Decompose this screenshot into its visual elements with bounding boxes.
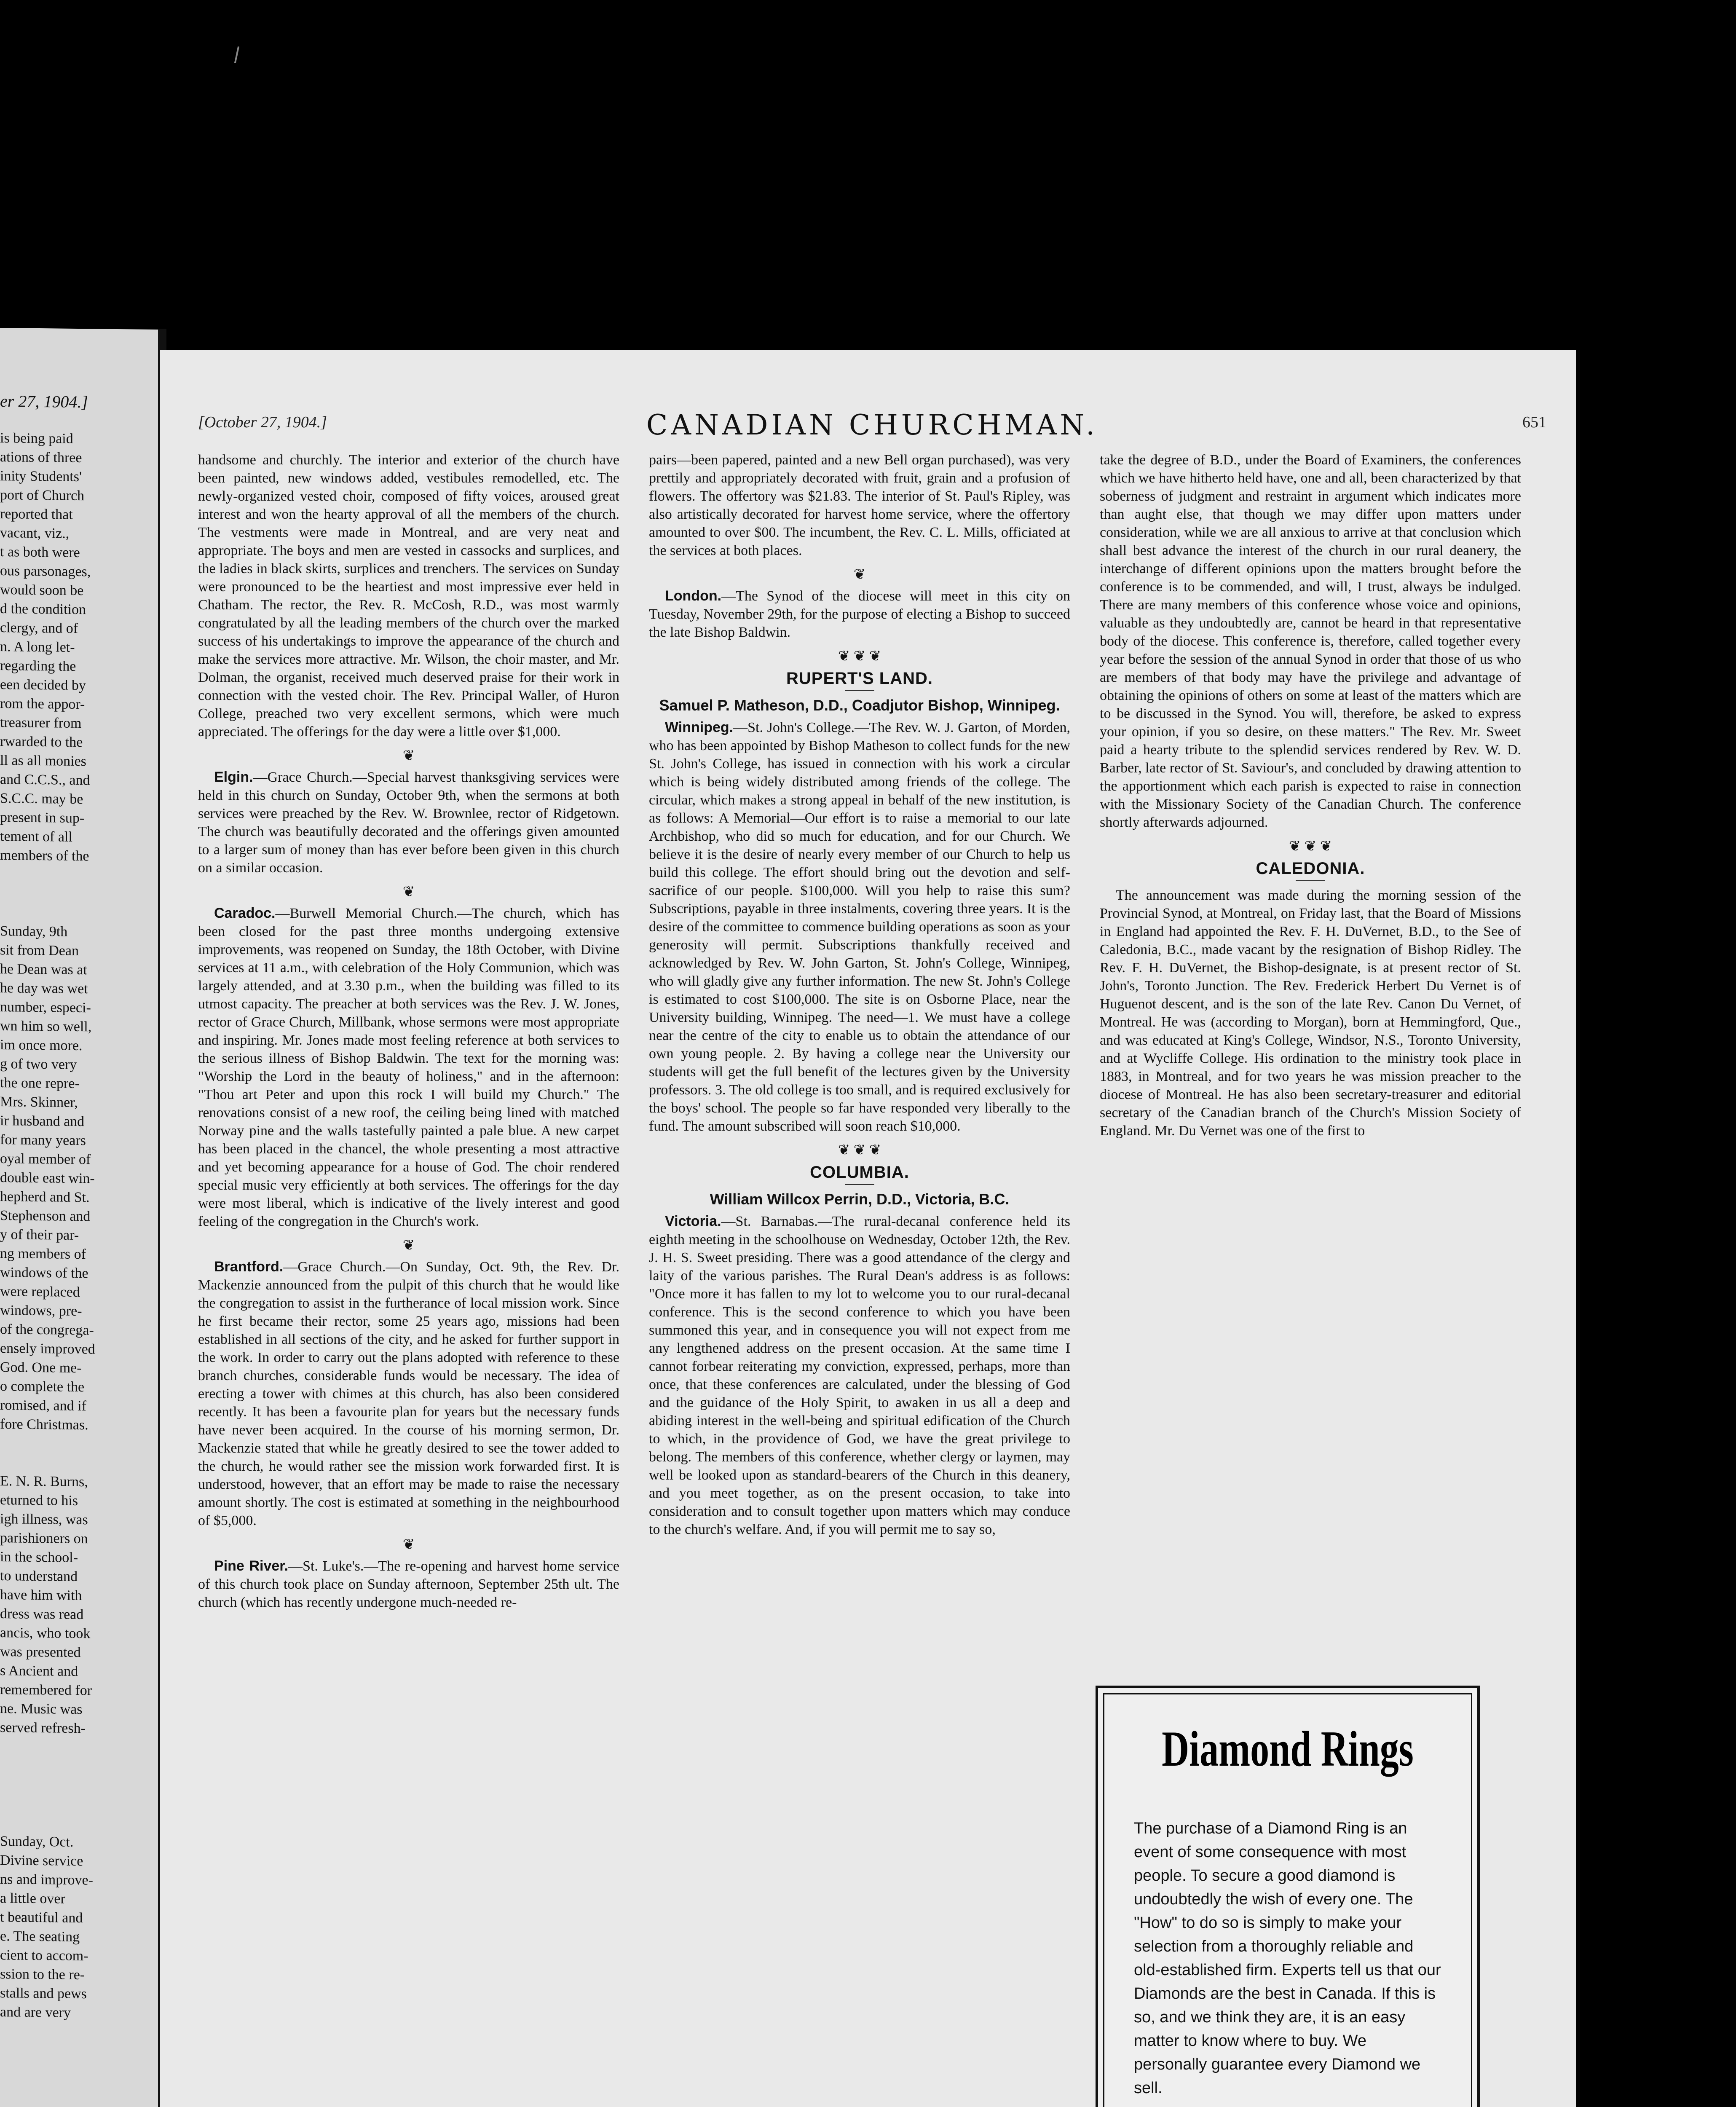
left-page-line: windows of the (0, 1265, 88, 1281)
left-page-line: vacant, viz., (0, 525, 70, 541)
left-page-fragment (0, 328, 158, 2107)
left-page-line: rwarded to the (0, 734, 83, 751)
article-paragraph (198, 904, 619, 1230)
issue-date: [October 27, 1904.] (198, 413, 327, 431)
left-page-line: d the condition (0, 601, 86, 618)
left-page-line (0, 1756, 155, 1758)
place-heading: Caradoc. (214, 905, 276, 921)
article-paragraph (198, 1557, 619, 1611)
left-page-line: the one repre- (0, 1075, 80, 1092)
left-page-line: ancis, who took (0, 1625, 91, 1642)
left-page-line: ns and improve- (0, 1871, 93, 1888)
left-page-line: a little over (0, 1890, 65, 1907)
paragraph-text: handsome and churchly. The interior and exterior of the church have been painted, new windows added, vestibules remodelled, etc. The newly-organized vested choir, composed of fifty voices, aroused great interest and won the hearty approval of all the members of the church. The vestments were made in Montreal, and are very neat and appropriate. The boys and men are vested in cassocks and surplices, and the ladies in black skirts, surplices and trenchers. The services on Sunday were pronounced to be the heartiest and most impressive ever held in Chatham. The rector, the Rev. R. McCosh, R.D., was most warmly congratulated by all the leading members of the church over the marked success of his undertakings to improve the appearance of the church and make the services more attractive. Mr. Wilson, the choir master, and Mr. Dolman, the organist, received much deserved praise for their work in connection with the vested choir. The Rev. Principal Waller, of Huron College, preached two very excellent sermons, which were much appreciated. The offerings for the day were a little over $1,000. (198, 452, 619, 740)
left-page-line: in the school- (0, 1549, 78, 1566)
left-page-line: parishioners on (0, 1530, 88, 1547)
left-page-line: windows, pre- (0, 1303, 82, 1319)
paragraph-text: pairs—been papered, painted and a new Bell organ purchased), was very prettily and appropriately decorated with fruit, grain and a profusion of flowers. The offertory was $21.83. The interior of St. Paul's Ripley, was also artistically decorated for harvest home service, where the offertory amounted to over $00. The incumbent, the Rev. C. L. Mills, officiated at the services at both places. (649, 452, 1070, 558)
left-page-line: fore Christmas. (0, 1416, 88, 1433)
paragraph-text: —St. John's College.—The Rev. W. J. Garton, of Morden, who has been appointed by Bishop Matheson to collect funds for the new St. John's College, has issued in connection with his work a circular which is being widely distributed among friends of the college. The circular, which makes a strong appeal in behalf of the new institution, is as follows: A Memorial—Our effort is to raise a memorial to our late Archbishop, who did so much for education, and for our Church. We believe it is the desire of nearly every member of our Church to help us build this college. The effort should bring out the devotion and self-sacrifice of our people. $100,000. Will you help to raise this sum? Subscriptions, payable in three instalments, covering three years. It is the desire of the committee to commence building operations as soon as your generosity will permit. Subscriptions thankfully received and acknowledged by Rev. W. John Garton, St. John's College, Winnipeg, who will gladly give any further information. The new St. John's College is estimated to cost $100,000. The site is on Osborne Place, near the University building, Winnipeg. The need—1. We must have a college near the centre of the city to enable us to obtain the attendance of our own young people. 2. By having a college near the University our students will get the full benefit of the lectures given by the University professors. 3. The old college is too small, and is required exclusively for the boys' school. The people so far have responded very liberally to the fund. The amount subscribed will soon reach $10,000. (649, 720, 1070, 1134)
left-page-line: number, especi- (0, 999, 91, 1016)
left-page-line: hepherd and St. (0, 1189, 90, 1206)
place-heading: Pine River. (214, 1558, 289, 1574)
article-paragraph (649, 718, 1070, 1135)
column-1 (198, 451, 619, 1617)
article-paragraph (1100, 886, 1521, 1140)
left-page-line: and C.C.S., and (0, 772, 90, 788)
left-page-line: present in sup- (0, 810, 85, 826)
left-page-line (0, 903, 155, 905)
paragraph-text: —St. Barnabas.—The rural-decanal conference held its eighth meeting in the schoolhouse on Wednesday, October 12th, the Rev. J. H. S. Sweet presiding. There was a good attendance of the clergy and laity of the various parishes. The Rural Dean's address is as follows: "Once more it has fallen to my lot to welcome you to our rural-decanal conference. This is the second conference to which you have been summoned this year, and in consequence you will not expect from me any lengthened address on the present occasion. At the same time I cannot forbear reiterating my conviction, expressed, perhaps, more than once, that these conferences are calculated, under the blessing of God and the guidance of the Holy Spirit, to awaken in us all a deep and abiding interest in the well-being and spiritual edification of the Church to which, in the providence of God, we have the great privilege to belong. The members of this conference, whether clergy or laymen, may well be looked upon as standard-bearers of the Church in this deanery, and you meet together, as on the present occasion, to take into consideration and to consult together upon matters which may conduce to the church's welfare. And, if you will permit me to say so, (649, 1214, 1070, 1537)
paragraph-text: take the degree of B.D., under the Board of Examiners, the conferences which we have hitherto held have, one and all, been characterized by that soberness of judgment and restraint in argument which indicates more than aught else, that though we may differ upon matters under consideration, while we are all anxious to arrive at that conclusion which shall best advance the interest of the church in our rural deanery, the interchange of different opinions upon the matters brought before the conference is to be commended, and will, I trust, always be indulged. There are many members of this conference whose voice and opinions, valuable as they undoubtedly are, cannot be heard in that representative body of the diocese. This conference is, therefore, called together every year before the session of the annual Synod in order that those of us who are members of that body may have the privilege and advantage of obtaining the opinions of others on some at least of the matters which are to be discussed in the Synod. You will, therefore, be asked to express your opinion, if you so desire, on these matters." The Rev. Mr. Sweet paid a hearty tribute to the splendid services rendered by Rev. W. D. Barber, late rector of St. Saviour's, and concluded by drawing attention to the apportionment which each parish is expected to raise in connection with the Missionary Society of the Canadian Church. The conference shortly afterwards adjourned. (1100, 452, 1521, 830)
left-page-line: igh illness, was (0, 1511, 88, 1528)
left-page-line: ations of three (0, 449, 82, 466)
left-page-header: er 27, 1904.] (0, 391, 88, 412)
paragraph-text: —Grace Church.—On Sunday, Oct. 9th, the Rev. Dr. Mackenzie announced from the pulpit of this church that he would like the congregation to assist in the furtherance of local mission work. Since he first became their rector, some 25 years ago, missions had been established in all sections of the city, and he asked for further support in the work. In order to carry out the plans adopted with reference to these branch churches, considerable funds would be necessary. The idea of erecting a tower with chimes at this church, has also been considered recently. It has been a favourite plan for years but the necessary funds have never been acquired. In the course of his morning sermon, Dr. Mackenzie stated that while he greatly desired to see the tower added to the church, he would rather see the mission work forwarded first. It is understood, however, that an effort may be made to raise the necessary amount shortly. The cost is estimated at something in the neighbourhood of $5,000. (198, 1259, 619, 1528)
left-page-line: inity Students' (0, 468, 82, 485)
left-page-line: ll as all monies (0, 753, 86, 769)
bishop-subheading: Samuel P. Matheson, D.D., Coadjutor Bishop, Winnipeg. (659, 697, 1060, 714)
left-page-line: of the congrega- (0, 1322, 94, 1338)
left-page-line: im once more. (0, 1037, 83, 1054)
left-page-line: double east win- (0, 1170, 95, 1187)
left-page-line: n. A long let- (0, 639, 75, 655)
left-page-line: s Ancient and (0, 1663, 78, 1679)
left-page-line: regarding the (0, 658, 76, 674)
left-page-line: port of Church (0, 487, 85, 504)
left-page-line: were replaced (0, 1284, 80, 1300)
left-page-line: o complete the (0, 1378, 85, 1395)
left-page-line: e. The seating (0, 1928, 80, 1945)
left-page-line: t beautiful and (0, 1909, 83, 1926)
paragraph-text: —Grace Church.—Special harvest thanksgiving services were held in this church on Sunday, October 9th, when the sermons at both services were preached by the Rev. W. Brownlee, rector of Ridgetown. The church was beautifully decorated and the offerings given amounted to a larger sum of money than has ever before been given in this church on a similar occasion. (198, 769, 619, 876)
article-paragraph (198, 768, 619, 877)
left-page-line: dress was read (0, 1606, 84, 1623)
place-heading: Elgin. (214, 769, 253, 785)
left-page-line (0, 1794, 155, 1796)
article-paragraph (649, 587, 1070, 641)
left-page-line: Sunday, 9th (0, 923, 68, 940)
left-page-line: clergy, and of (0, 620, 78, 636)
left-page-line: is being paid (0, 430, 73, 447)
left-page-line: cient to accom- (0, 1947, 88, 1964)
heading-rule (845, 1184, 874, 1185)
left-page-line: stalls and pews (0, 1985, 87, 2002)
left-page-line (0, 1775, 155, 1777)
diocese-heading: RUPERT'S LAND. (786, 669, 933, 688)
left-page-line: ensely improved (0, 1340, 95, 1357)
left-page-line: ng members of (0, 1246, 86, 1263)
ad-inner-border (1103, 1693, 1472, 2107)
left-page-line: reported that (0, 506, 73, 523)
article-paragraph (649, 1212, 1070, 1539)
left-page-line: would soon be (0, 582, 84, 599)
left-page-line: remembered for (0, 1682, 92, 1699)
newspaper-page (160, 350, 1576, 2107)
left-page-line: to understand (0, 1568, 78, 1584)
paragraph-text: —The Synod of the diocese will meet in this city on Tuesday, November 29th, for the purpose of electing a Bishop to succeed the late Bishop Baldwin. (649, 588, 1070, 640)
masthead-title: CANADIAN CHURCHMAN. (646, 409, 1098, 441)
article-paragraph (198, 451, 619, 741)
place-heading: Brantford. (214, 1259, 284, 1275)
scan-mark (234, 46, 239, 63)
place-heading: Winnipeg. (665, 719, 734, 735)
column-3 (1100, 451, 1521, 1146)
diamond-rings-advertisement (1096, 1686, 1480, 2107)
left-page-line: oyal member of (0, 1151, 91, 1168)
heading-rule (845, 690, 874, 691)
paragraph-text: The announcement was made during the morning session of the Provincial Synod, at Montreal, on Friday last, that the Board of Missions in England had appointed the Rev. F. H. DuVernet, B.D., to the See of Caledonia, B.C., made vacant by the resignation of Bishop Ridley. The Rev. F. H. DuVernet, the Bishop-designate, is at present rector of St. John's, Toronto Junction. The Rev. Frederick Herbert Du Vernet is of Huguenot descent, and is the son of the late Rev. Canon Du Vernet, of Montreal. He was (according to Morgan), born at Hemmingford, Que., and was educated at King's College, Windsor, N.S., Toronto University, and at Wycliffe College. His ordination to the ministry took place in 1883, in Montreal, and for two years he was mission preacher to the diocese of Montreal. He has also been secretary-treasurer and editorial secretary of the Canadian branch of the Church's Mission Society of England. Mr. Du Vernet was one of the first to (1100, 887, 1521, 1139)
left-page-line: ous parsonages, (0, 563, 91, 580)
place-heading: London. (665, 588, 722, 604)
ad-headline: Diamond Rings (1162, 1721, 1414, 1777)
heading-rule (1296, 880, 1325, 881)
left-page-line: rom the appor- (0, 696, 85, 713)
left-page-line: and are very (0, 2004, 71, 2021)
left-page-line: he Dean was at (0, 961, 87, 978)
left-page-line: t as both were (0, 544, 80, 561)
page-header (198, 409, 1546, 442)
left-page-line: y of their par- (0, 1227, 79, 1243)
left-page-line: he day was wet (0, 980, 88, 997)
section-ornament: ❦ (402, 1537, 415, 1552)
section-ornament: ❦ ❦ ❦ (838, 1142, 881, 1158)
paragraph-text: —St. Luke's.—The re-opening and harvest home service of this church took place on Sunday afternoon, September 25th ult. The church (which has recently undergone much-needed re- (198, 1558, 619, 1610)
left-page-line: wn him so well, (0, 1018, 92, 1035)
left-page-line (0, 1813, 155, 1815)
article-paragraph (1100, 451, 1521, 831)
left-page-line: God. One me- (0, 1359, 82, 1376)
left-page-line: tement of all (0, 828, 72, 845)
left-page-line: g of two very (0, 1056, 77, 1072)
left-page-line: Mrs. Skinner, (0, 1094, 78, 1110)
bishop-subheading: William Willcox Perrin, D.D., Victoria, B.C. (710, 1190, 1010, 1208)
paragraph-text: —Burwell Memorial Church.—The church, which has been closed for the past three months undergoing extensive improvements, was reopened on Sunday, the 18th October, with Divine services at 11 a.m., with celebration of the Holy Communion, which was largely attended, and at 3.30 p.m., when the building was filled to its utmost capacity. The preacher at both services was the Rev. J. W. Jones, rector of Grace Church, Millbank, whose sermons were most appropriate and inspiring. Mr. Jones made most feeling reference at both services to the serious illness of Bishop Baldwin. The text for the morning was: "Worship the Lord in the beauty of holiness," and in the afternoon: "Thou art Peter and upon this rock I will build my Church." The renovations consist of a new roof, the ceiling being lined with matched Norway pine and the walls tastefully painted a pale blue. A new carpet has been placed in the chancel, the whole presenting a most attractive and yet becoming appearance for a house of God. The choir rendered special music very efficiently at both services. The offerings for the day were most liberal, which is indicative of the lively interest and good feeling of the congregation in the Church's work. (198, 906, 619, 1229)
page-number: 651 (1522, 413, 1546, 431)
section-ornament: ❦ (853, 567, 866, 582)
left-page-line (0, 1453, 155, 1455)
left-page-line: ssion to the re- (0, 1966, 85, 1983)
ad-body-text: The purchase of a Diamond Ring is an event of some consequence with most people. To secure a good diamond is undoubtedly the wish of every one. The "How" to do so is simply to make your selection from a thoroughly reliable and old-established firm. Experts tell us that our Diamonds are the best in Canada. If this is so, and we think they are, it is an easy matter to know where to buy. We personally guarantee every Diamond we sell. (1134, 1820, 1441, 2097)
left-page-line: was presented (0, 1644, 81, 1661)
left-page-line: eturned to his (0, 1492, 78, 1509)
left-page-line: ir husband and (0, 1113, 85, 1130)
left-page-line: sit from Dean (0, 942, 79, 959)
section-ornament: ❦ (402, 748, 415, 764)
left-page-line: ne. Music was (0, 1701, 83, 1718)
left-page-line: Stephenson and (0, 1208, 91, 1225)
left-page-line: Divine service (0, 1852, 83, 1869)
left-page-line: members of the (0, 847, 89, 864)
place-heading: Victoria. (665, 1213, 721, 1229)
section-ornament: ❦ (402, 884, 415, 900)
diocese-heading: CALEDONIA. (1256, 859, 1365, 878)
left-page-line: served refresh- (0, 1720, 86, 1737)
diocese-heading: COLUMBIA. (810, 1163, 909, 1182)
section-ornament: ❦ (402, 1238, 415, 1253)
left-page-line: E. N. R. Burns, (0, 1473, 88, 1490)
left-page-line: have him with (0, 1587, 82, 1604)
article-paragraph (198, 1258, 619, 1530)
left-page-line: een decided by (0, 677, 86, 694)
column-2 (649, 451, 1070, 1544)
section-ornament: ❦ ❦ ❦ (1289, 839, 1332, 854)
left-page-line: treasurer from (0, 715, 82, 732)
left-page-line: S.C.C. may be (0, 791, 83, 807)
left-page-line: Sunday, Oct. (0, 1834, 74, 1850)
left-page-line: romised, and if (0, 1397, 86, 1414)
left-page-line (0, 884, 155, 886)
left-page-line: for many years (0, 1132, 86, 1149)
section-ornament: ❦ ❦ ❦ (838, 649, 881, 664)
article-paragraph (649, 451, 1070, 560)
